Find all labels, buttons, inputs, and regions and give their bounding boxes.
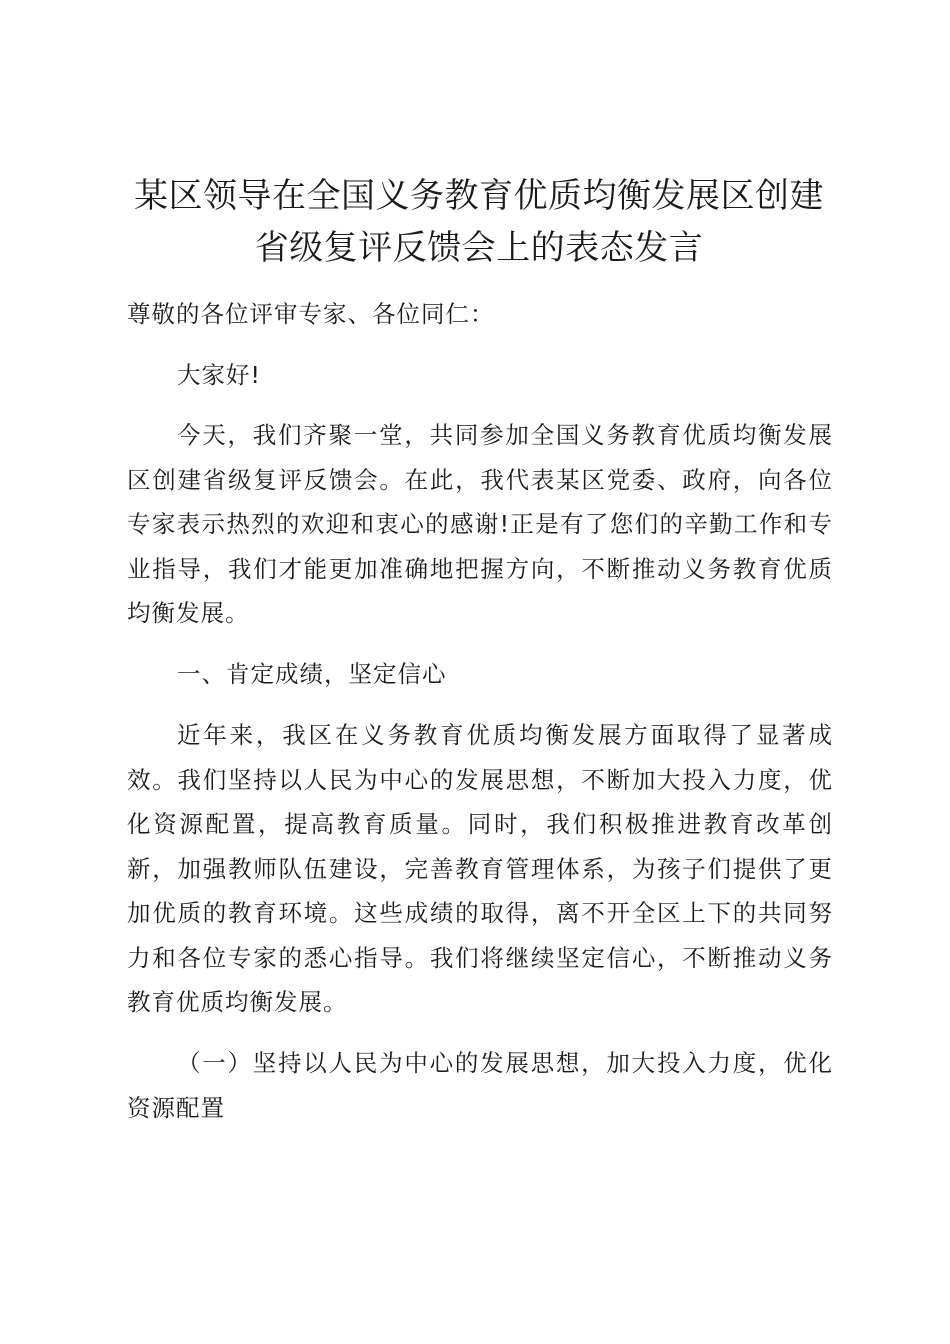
document-title-line-1: 某区领导在全国义务教育优质均衡发展区创建 <box>134 176 824 216</box>
paragraph-opening: 今天，我们齐聚一堂，共同参加全国义务教育优质均衡发展区创建省级复评反馈会。在此，我代表某区党委、政府，向各位专家表示热烈的欢迎和衷心的感谢!正是有了您们的辛勤工作和专业指导，我们才能更加准确地把握方向，不断推动义务教育优质均衡发展。 <box>127 421 833 627</box>
salutation: 尊敬的各位评审专家、各位同仁： <box>127 300 495 328</box>
subsection-heading-1: （一）坚持以人民为中心的发展思想，加大投入力度，优化资源配置 <box>127 1049 833 1122</box>
paragraph-achievements: 近年来，我区在义务教育优质均衡发展方面取得了显著成效。我们坚持以人民为中心的发展思想，不断加大投入力度，优化资源配置，提高教育质量。同时，我们积极推进教育改革创新，加强教师队伍建设，完善教育管理体系，为孩子们提供了更加优质的教育环境。这些成绩的取得，离不开全区上下的共同努力和各位专家的悉心指导。我们将继续坚定信心，不断推动义务教育优质均衡发展。 <box>127 721 833 1016</box>
greeting: 大家好! <box>177 361 261 389</box>
section-heading-1: 一、肯定成绩，坚定信心 <box>177 660 447 688</box>
document-title-line-2: 省级复评反馈会上的表态发言 <box>254 228 704 268</box>
